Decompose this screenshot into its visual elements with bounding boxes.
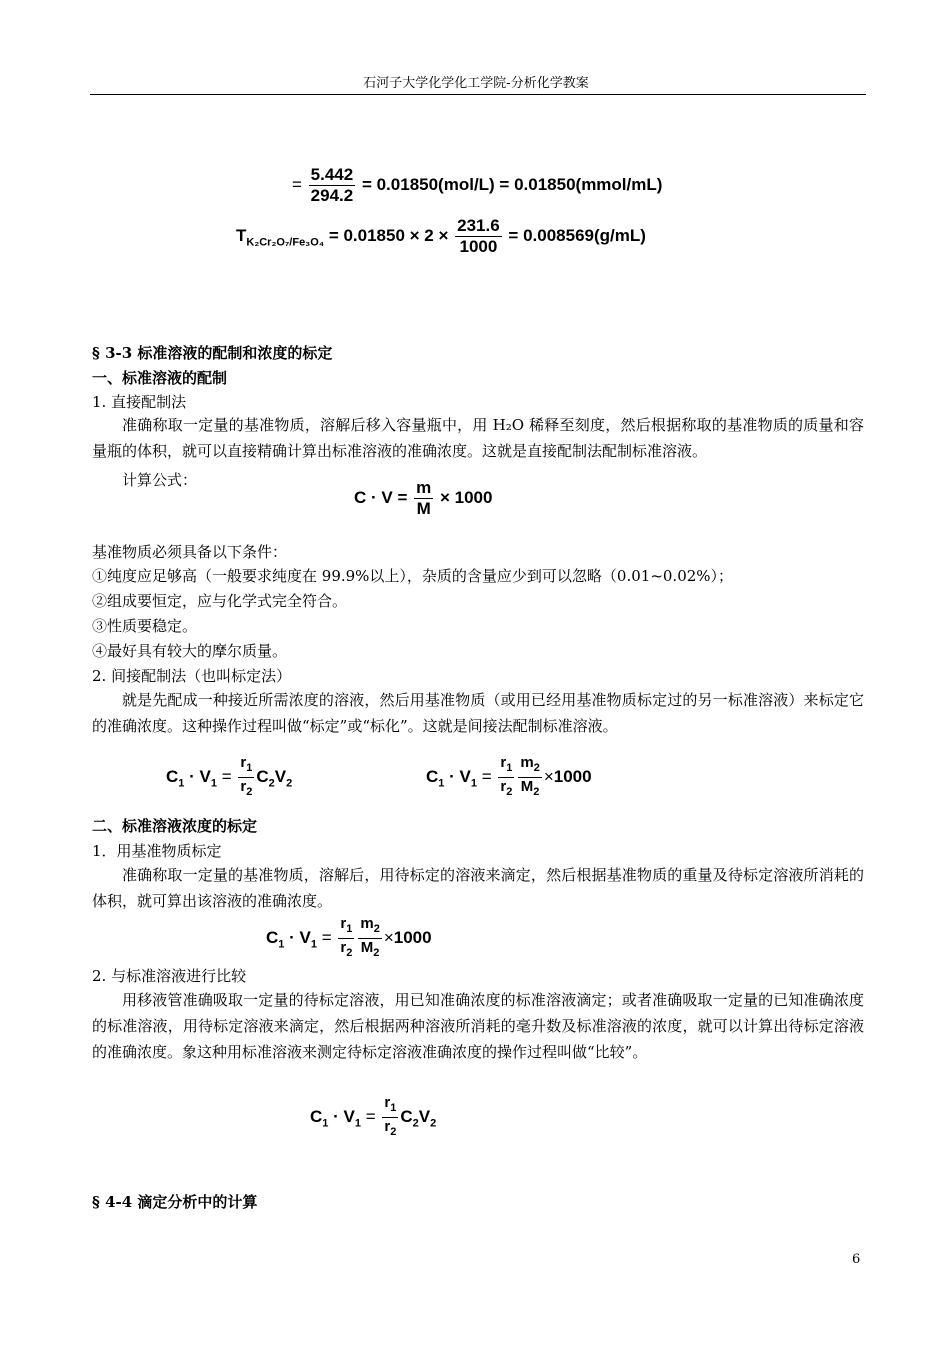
cv-denominator: M xyxy=(416,499,431,518)
conditions-title: 基准物质必须具备以下条件： xyxy=(92,543,288,561)
equation-cv xyxy=(354,478,492,519)
item2-title: 2. 间接配制法（也叫标定法） xyxy=(92,667,292,685)
item1-paragraph: 准确称取一定量的基准物质，溶解后移入容量瓶中，用 H₂O 稀释至刻度，然后根据称取的基准物质的质量和容量瓶的体积，就可以直接精确计算出标准溶液的准确浓度。这就是直接配制法配制标准溶液。 xyxy=(92,416,864,460)
section-3-3-heading: § 3-3 标准溶液的配制和浓度的标定 xyxy=(92,344,333,362)
part2-title: 二、标准溶液浓度的标定 xyxy=(92,817,258,835)
equation-c1v1-ratio-2: $C_1 \cdot V_1$ = $\frac{r_1}{r_2}$ $C_2V_2$ xyxy=(310,1094,437,1138)
section-4-4-heading: § 4-4 滴定分析中的计算 xyxy=(92,1193,258,1211)
eq2-symbol: T xyxy=(236,225,247,245)
eq1-denominator: 294.2 xyxy=(310,186,354,205)
page-number: 6 xyxy=(852,1252,861,1267)
eq1-numerator: 5.442 xyxy=(310,165,354,184)
equation-titer xyxy=(236,216,646,257)
eq1-result: = 0.01850(mol/L) = 0.01850(mmol/mL) xyxy=(361,174,663,194)
item1-title: 1. 直接配制法 xyxy=(92,393,187,411)
eq2-numerator: 231.6 xyxy=(457,216,500,235)
condition-2: ②组成要恒定，应与化学式完全符合。 xyxy=(92,592,348,610)
eq2-denominator: 1000 xyxy=(459,237,498,256)
formula-label: 计算公式： xyxy=(122,471,198,489)
sub2-title: 2. 与标准溶液进行比较 xyxy=(92,967,247,985)
part1-title: 一、标准溶液的配制 xyxy=(92,369,228,387)
sub2-paragraph: 用移液管准确吸取一定量的待标定溶液，用已知准确浓度的标准溶液滴定；或者准确吸取一定量的已知准确浓度的标准溶液，用待标定溶液来滴定，然后根据两种溶液所消耗的毫升数及标准溶液的浓度，就可以计算出待标定溶液的准确浓度。象这种用标准溶液来测定待标定溶液准确浓度的操作过程叫做“比较”。 xyxy=(92,991,864,1061)
sub1-title: 1．用基准物质标定 xyxy=(92,842,222,860)
equation-c1v1-mass-2: $C_1 \cdot V_1$ = $\frac{r_1}{r_2}$ $\frac{m_2}{M_2}$ ×1000 xyxy=(266,915,432,959)
eq2-result: = 0.008569(g/mL) xyxy=(508,225,646,245)
condition-3: ③性质要稳定。 xyxy=(92,617,198,635)
condition-1: ①纯度应足够高（一般要求纯度在 99.9%以上），杂质的含量应少到可以忽略（0.01~0.02%）； xyxy=(92,567,734,585)
header-rule xyxy=(90,94,866,95)
sub1-paragraph: 准确称取一定量的基准物质，溶解后，用待标定的溶液来滴定，然后根据基准物质的重量及待标定溶液所消耗的体积，就可算出该溶液的准确浓度。 xyxy=(92,866,864,910)
item2-paragraph: 就是先配成一种接近所需浓度的溶液，然后用基准物质（或用已经用基准物质标定过的另一标准溶液）来标定它的准确浓度。这种操作过程叫做“标定”或“标化”。这就是间接法配制标准溶液。 xyxy=(92,691,864,735)
cv-numerator: m xyxy=(416,478,432,497)
cv-left: C · V = xyxy=(354,487,408,507)
equation-molarity: = $\frac{5.442}{294.2}$ = 0.01850(mol/L) = 0.01850(mmol/mL) xyxy=(292,165,663,205)
equation-c1v1-mass: $C_1 \cdot V_1$ = $\frac{r_1}{r_2}$ $\frac{m_2}{M_2}$ ×1000 xyxy=(426,754,592,798)
eq2-subscript: K₂Cr₂O₇/Fe₃O₄ xyxy=(246,236,325,249)
condition-4: ④最好具有较大的摩尔质量。 xyxy=(92,642,288,660)
eq2-middle: = 0.01850 × 2 × xyxy=(328,225,449,245)
cv-right: × 1000 xyxy=(439,487,493,507)
equation-c1v1-ratio: $C_1 \cdot V_1$ = $\frac{r_1}{r_2}$ $C_2V_2$ xyxy=(166,754,293,798)
page-header-title: 石河子大学化学化工学院-分析化学教案 xyxy=(363,76,589,91)
